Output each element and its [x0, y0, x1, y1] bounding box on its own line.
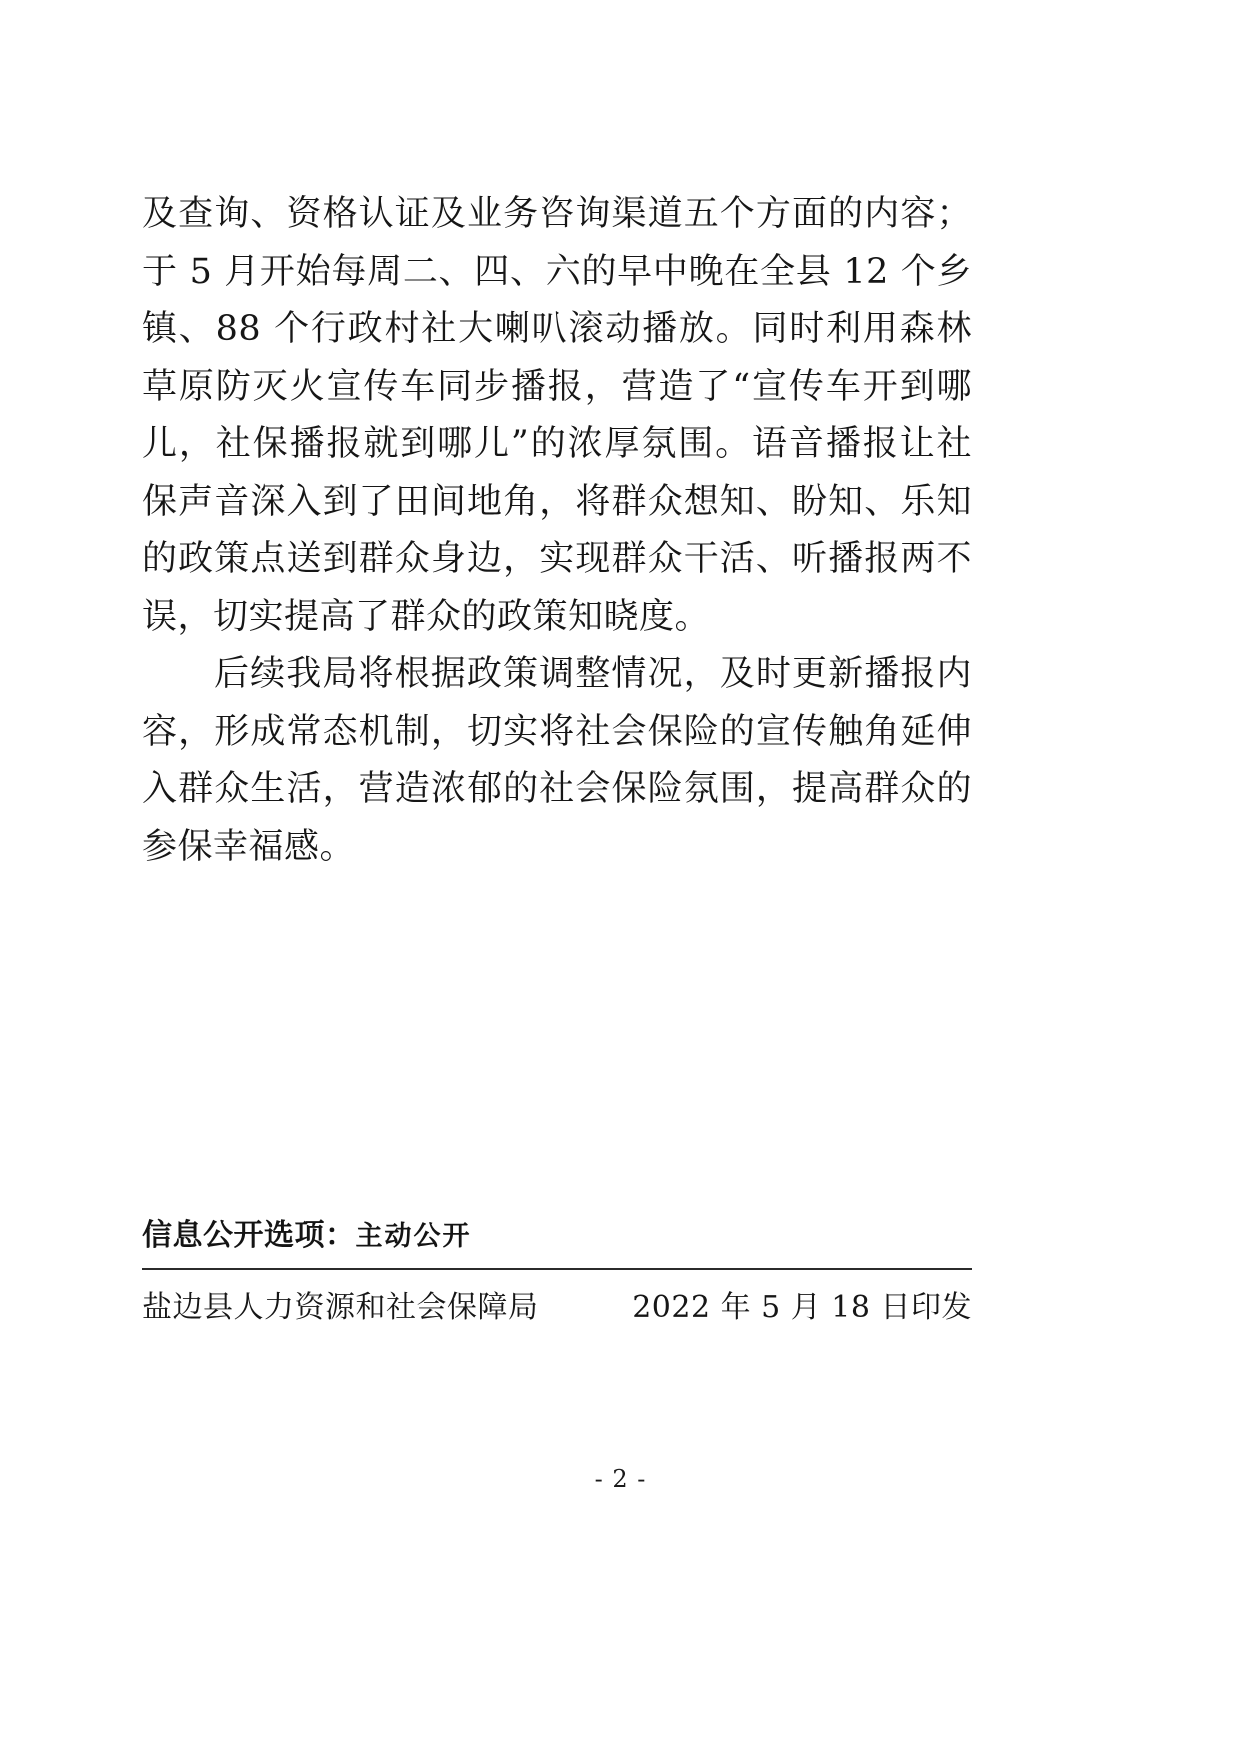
document-footer	[142, 1210, 972, 1326]
issuer-row	[142, 1282, 972, 1326]
issuer-name: 盐边县人力资源和社会保障局	[142, 1290, 539, 1325]
issue-date: 2022 年 5 月 18 日印发	[632, 1290, 972, 1325]
disclosure-label: 信息公开选项：	[142, 1218, 356, 1253]
disclosure-value: 主动公开	[355, 1221, 472, 1252]
document-body	[142, 186, 972, 876]
body-paragraph: 及查询、资格认证及业务咨询渠道五个方面的内容；于 5 月开始每周二、四、六的早中晚在全县 12 个乡镇、88 个行政村社大喇叭滚动播放。同时利用森林草原防灭火宣传车同步播报，营造了“宣传车开到哪儿，社保播报就到哪儿”的浓厚氛围。语音播报让社保声音深入到了田间地角，将群众想知、盼知、乐知的政策点送到群众身边，实现群众干活、听播报两不误，切实提高了群众的政策知晓度。	[142, 194, 972, 637]
body-paragraph: 后续我局将根据政策调整情况，及时更新播报内容，形成常态机制，切实将社会保险的宣传触角延伸入群众生活，营造浓郁的社会保险氛围，提高群众的参保幸福感。	[142, 654, 972, 867]
page-number: - 2 -	[594, 1465, 647, 1493]
footer-divider	[142, 1268, 972, 1270]
disclosure-line	[142, 1210, 972, 1254]
